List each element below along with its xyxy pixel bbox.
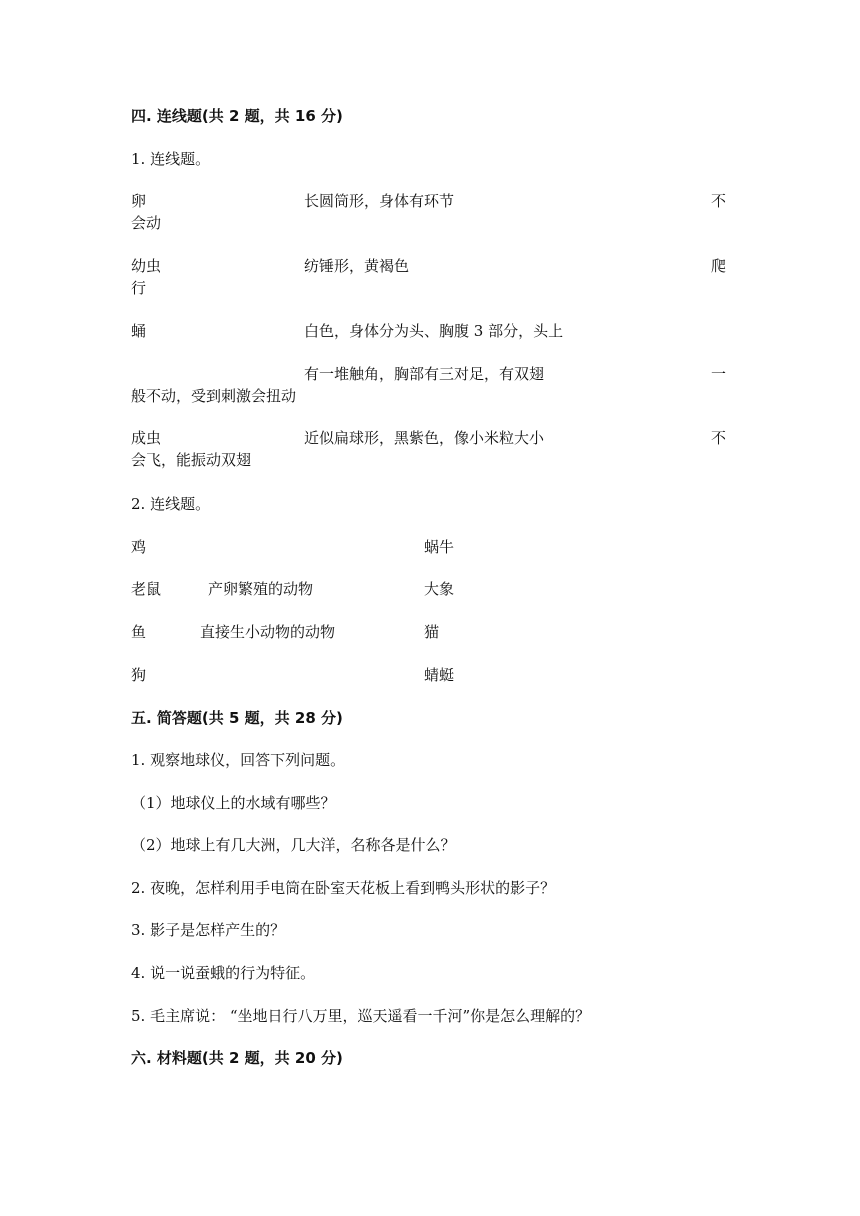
q4-2-label: 2. 连线题。 — [131, 495, 211, 513]
behavior-1-start: 不 — [711, 192, 727, 210]
stage-egg: 卵 — [131, 192, 147, 210]
desc-3: 白色，身体分为头、胸腹 3 部分，头上 — [304, 322, 564, 340]
animal-dragonfly: 蜻蜓 — [424, 666, 455, 684]
q5-1-sub-1: （1）地球仪上的水域有哪些？ — [131, 794, 336, 812]
animal-chicken: 鸡 — [131, 538, 147, 556]
desc-4: 有一堆触角，胸部有三对足，有双翅 — [304, 365, 545, 383]
section4-title: 四. 连线题(共 2 题，共 16 分) — [131, 107, 343, 125]
category-viviparous: 直接生小动物的动物 — [200, 623, 336, 641]
q5-3: 3. 影子是怎样产生的？ — [131, 921, 286, 939]
q5-2: 2. 夜晚，怎样利用手电筒在卧室天花板上看到鸭头形状的影子？ — [131, 879, 556, 897]
q5-1-sub-2: （2）地球上有几大洲，几大洋，名称各是什么？ — [131, 836, 456, 854]
section5-title: 五. 简答题(共 5 题，共 28 分) — [131, 709, 343, 727]
desc-5: 近似扁球形，黑紫色，像小米粒大小 — [304, 429, 545, 447]
behavior-2-cont: 行 — [131, 279, 147, 297]
q5-4: 4. 说一说蚕蛾的行为特征。 — [131, 964, 316, 982]
animal-dog: 狗 — [131, 666, 147, 684]
q5-1: 1. 观察地球仪，回答下列问题。 — [131, 751, 346, 769]
q5-5: 5. 毛主席说： “坐地日行八万里，巡天遥看一千河”你是怎么理解的？ — [131, 1007, 591, 1025]
animal-elephant: 大象 — [424, 580, 455, 598]
q4-1-label: 1. 连线题。 — [131, 150, 211, 168]
animal-fish: 鱼 — [131, 623, 147, 641]
behavior-2-start: 爬 — [711, 257, 727, 275]
desc-2: 纺锤形，黄褐色 — [304, 257, 410, 275]
animal-mouse: 老鼠 — [131, 580, 162, 598]
stage-pupa: 蛹 — [131, 322, 147, 340]
behavior-4-cont: 会飞，能振动双翅 — [131, 451, 252, 469]
behavior-3-start: 一 — [711, 365, 727, 383]
section6-title: 六. 材料题(共 2 题，共 20 分) — [131, 1049, 343, 1067]
animal-cat: 猫 — [424, 623, 440, 641]
animal-snail: 蜗牛 — [424, 538, 455, 556]
stage-adult: 成虫 — [131, 429, 162, 447]
desc-1: 长圆筒形，身体有环节 — [304, 192, 455, 210]
behavior-1-cont: 会动 — [131, 214, 162, 232]
behavior-4-start: 不 — [711, 429, 727, 447]
stage-larva: 幼虫 — [131, 257, 162, 275]
behavior-3-cont: 般不动，受到刺激会扭动 — [131, 387, 297, 405]
category-oviparous: 产卵繁殖的动物 — [208, 580, 314, 598]
